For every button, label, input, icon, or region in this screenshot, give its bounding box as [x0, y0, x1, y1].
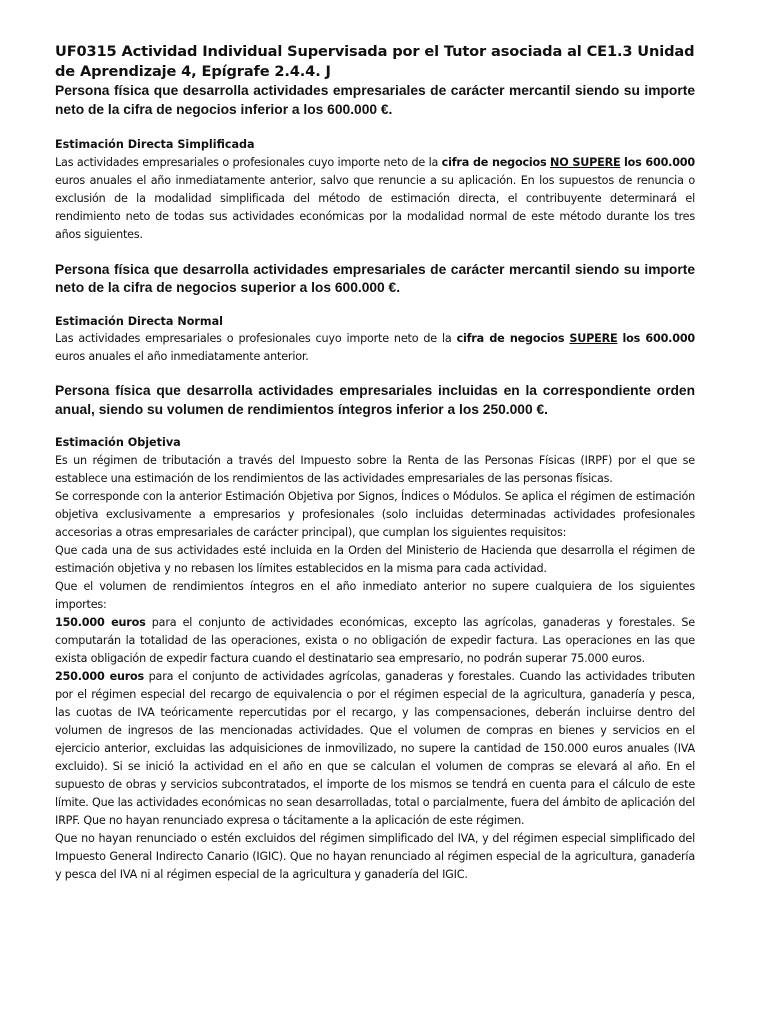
- spacer: [55, 419, 695, 434]
- spacer: [55, 366, 695, 382]
- paragraph-objetiva-4: Que el volumen de rendimientos íntegros en el año inmediato anterior no supere cualquiera de los siguientes importes:: [55, 579, 695, 611]
- paragraph-objetiva-7: Que no hayan renunciado o estén excluidos del régimen simplificado del IVA, y del régimen especial simplificado del Impuesto General Indirecto Canario (IGIC). Que no hayan renunciado al régimen especial de la agricultura, ganadería y pesca del IVA ni al régimen especial de la agricultura y ganadería del IGIC.: [55, 831, 695, 881]
- bold-text: los 600.000: [623, 155, 695, 169]
- spacer: [55, 119, 695, 136]
- spacer: [55, 244, 695, 261]
- bold-text: 150.000 euros: [55, 615, 146, 629]
- paragraph-objetiva-1: Es un régimen de tributación a través del Impuesto sobre la Renta de las Personas Físicas (IRPF) por el que se establece una estimación de los rendimientos de las actividades empresariales de las personas físicas.: [55, 453, 695, 485]
- case-heading-3: Persona física que desarrolla actividades empresariales incluidas en la correspondiente orden anual, siendo su volumen de rendimientos íntegros inferior a los 250.000 €.: [55, 383, 695, 417]
- case-heading-1: Persona física que desarrolla actividades empresariales de carácter mercantil siendo su importe neto de la cifra de negocios inferior a los 600.000 €.: [55, 83, 695, 117]
- paragraph-objetiva-3: Que cada una de sus actividades esté incluida en la Orden del Ministerio de Hacienda que desarrolla el régimen de estimación objetiva y no rebasen los límites establecidos en la misma para cada actividad.: [55, 543, 695, 575]
- section-title-directa-normal: Estimación Directa Normal: [55, 314, 223, 328]
- bold-text: cifra de negocios: [456, 332, 565, 345]
- paragraph-directa-simplificada: [55, 154, 695, 244]
- text-run: Las actividades empresariales o profesionales cuyo importe neto de la: [55, 332, 457, 345]
- paragraph-objetiva-5: [55, 614, 695, 668]
- bold-text: cifra de negocios: [441, 155, 547, 169]
- paragraph-objetiva-2: Se corresponde con la anterior Estimación Objetiva por Signos, Índices o Módulos. Se aplica el régimen de estimación objetiva exclusivamente a empresarios y profesionales (solo incluidas determinadas actividades profesionales accesorias a otras empresariales de carácter principal), que cumplan los siguientes requisitos:: [55, 489, 695, 539]
- underlined-bold-text: SUPERE: [569, 332, 618, 345]
- paragraph-directa-normal: [55, 330, 695, 366]
- text-run: euros anuales el año inmediatamente anterior.: [55, 350, 309, 363]
- document-page: [55, 42, 695, 884]
- bold-text: 250.000 euros: [55, 669, 144, 683]
- text-run: euros anuales el año inmediatamente anterior, salvo que renuncie a su aplicación. En los supuestos de renuncia o exclusión de la modalidad simplificada del método de estimación directa, el contribuyente determinará el rendimiento neto de todas sus actividades económicas por la modalidad normal de este método durante los tres años siguientes.: [55, 173, 695, 241]
- bold-text: los 600.000: [622, 332, 695, 345]
- section-title-objetiva: Estimación Objetiva: [55, 436, 181, 449]
- section-title-directa-simplificada: Estimación Directa Simplificada: [55, 138, 255, 151]
- document-title: UF0315 Actividad Individual Supervisada por el Tutor asociada al CE1.3 Unidad de Aprendizaje 4, Epígrafe 2.4.4. J: [55, 43, 695, 80]
- text-run: Las actividades empresariales o profesionales cuyo importe neto de la: [55, 155, 442, 169]
- underlined-bold-text: NO SUPERE: [550, 155, 621, 169]
- paragraph-objetiva-6: [55, 668, 695, 830]
- case-heading-2: Persona física que desarrolla actividades empresariales de carácter mercantil siendo su importe neto de la cifra de negocios superior a los 600.000 €.: [55, 261, 695, 295]
- spacer: [55, 298, 695, 313]
- text-run: para el conjunto de actividades agrícolas, ganaderas y forestales. Cuando las actividades tributen por el régimen especial del recargo de equivalencia o por el régimen especial de la agricultura, ganadería y pesca, las cuotas de IVA teóricamente repercutidas por el recargo, y las compensaciones, deberán incluirse dentro del volumen de ingresos de las mencionadas actividades. Que el volumen de compras en bienes y servicios en el ejercicio anterior, excluidas las adquisiciones de inmovilizado, no supere la cantidad de 150.000 euros anuales (IVA excluido). Si se inició la actividad en el año en que se calculan el volumen de compras se elevará al año. En el supuesto de obras y servicios subcontratados, el importe de los mismos se tendrá en cuenta para el cálculo de este límite. Que las actividades económicas no sean desarrolladas, total o parcialmente, fuera del ámbito de aplicación del IRPF. Que no hayan renunciado expresa o tácitamente a la aplicación de este régimen.: [55, 669, 695, 827]
- text-run: para el conjunto de actividades económicas, excepto las agrícolas, ganaderas y forestales. Se computarán la totalidad de las operaciones, exista o no obligación de expedir factura. Las operaciones en las que exista obligación de expedir factura cuando el destinatario sea empresario, no podrán superar 75.000 euros.: [55, 615, 695, 665]
